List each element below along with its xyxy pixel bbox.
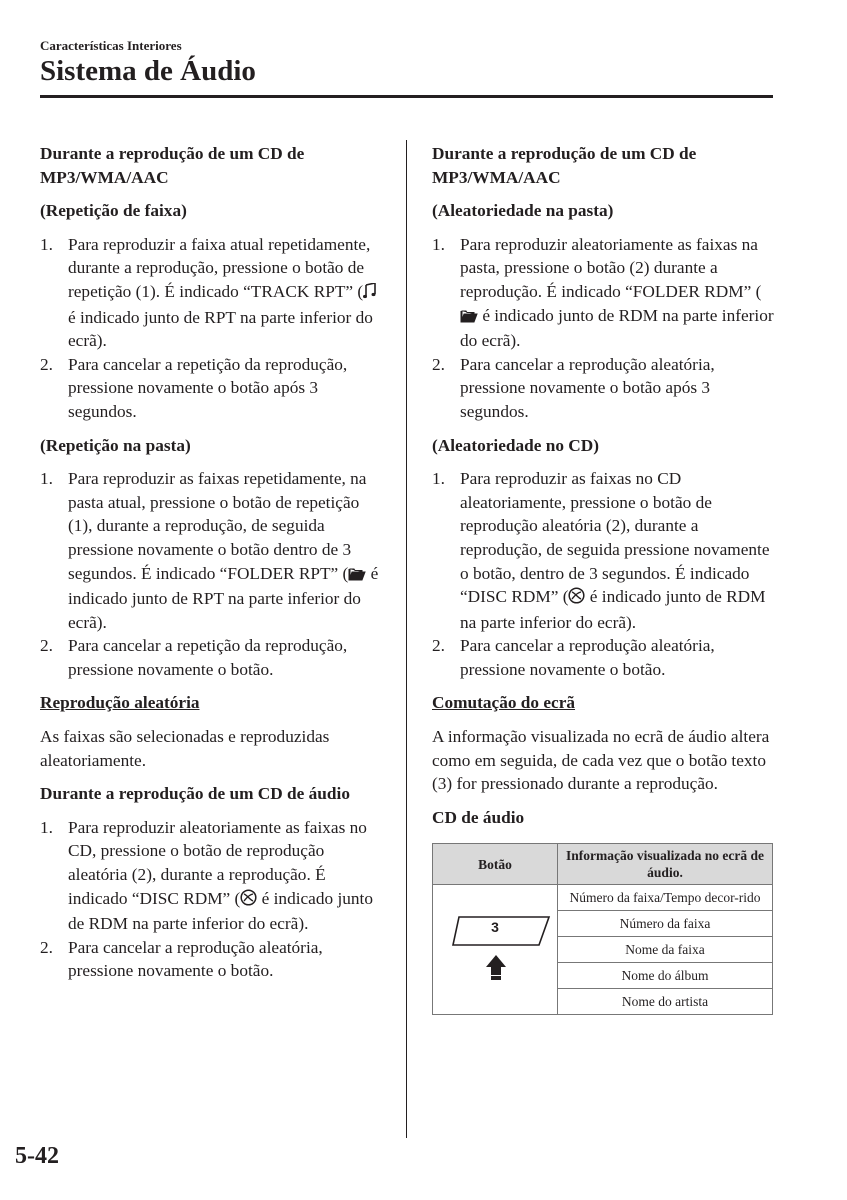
track-repeat-steps bbox=[40, 233, 385, 424]
step-text bbox=[68, 816, 385, 936]
random-intro: As faixas são selecionadas e reproduzidas aleatoriamente. bbox=[40, 727, 330, 770]
step-number: 1. bbox=[432, 234, 445, 254]
random-heading: Reprodução aleatória bbox=[40, 693, 200, 713]
step-text-part: Para reproduzir as faixas repetidamente, na pasta atual, pressione o botão de repetição (1), durante a reprodução, de seguida pressione novamente o botão dentro de 3 segundos. É indicado “FOLDER RPT” ( bbox=[68, 469, 367, 583]
folder-repeat-steps bbox=[40, 467, 385, 681]
cd-random-steps bbox=[432, 467, 777, 681]
list-item bbox=[432, 233, 777, 353]
folder-random-steps bbox=[432, 233, 777, 424]
list-item bbox=[432, 467, 777, 634]
step-number: 1. bbox=[40, 469, 53, 489]
list-item bbox=[40, 353, 385, 424]
button-number-label: 3 bbox=[491, 918, 499, 935]
right-column bbox=[432, 142, 777, 1015]
page-title: Sistema de Áudio bbox=[40, 55, 256, 87]
step-text: Para cancelar a repetição da reprodução, pressione novamente o botão após 3 segundos. bbox=[68, 354, 348, 421]
header-rule bbox=[40, 95, 773, 98]
table-header-row bbox=[433, 844, 773, 885]
step-text bbox=[68, 233, 385, 353]
folder-icon bbox=[348, 564, 366, 588]
step-text bbox=[460, 233, 777, 353]
step-text-part: é indicado junto de RPT na parte inferior do ecrã). bbox=[68, 563, 379, 632]
step-text: Para cancelar a repetição da reprodução, pressione novamente o botão. bbox=[68, 636, 348, 679]
step-text bbox=[460, 467, 777, 634]
step-text-part: é indicado junto de RDM na parte inferior do ecrã). bbox=[68, 888, 373, 934]
column-header-button: Botão bbox=[433, 844, 558, 885]
step-text-part: Para reproduzir aleatoriamente as faixas na pasta, pressione o botão (2) durante a reprodução. É indicado “FOLDER RDM” ( bbox=[460, 234, 762, 301]
step-text-part: Para reproduzir as faixas no CD aleatoriamente, pressione o botão de reprodução aleatória (2), durante a reprodução, de seguida pressione novamente o botão, dentro de 3 segundos. É indicado “DISC RDM” ( bbox=[460, 469, 770, 607]
left-column bbox=[40, 142, 385, 993]
mp3-heading: Durante a reprodução de um CD de MP3/WMA/AAC bbox=[40, 144, 305, 187]
step-text: Para cancelar a reprodução aleatória, pressione novamente o botão. bbox=[68, 937, 323, 981]
folder-random-heading: (Aleatoriedade na pasta) bbox=[432, 201, 614, 221]
column-header-info: Informação visualizada no ecrã de áudio. bbox=[558, 844, 773, 885]
table-row bbox=[433, 885, 773, 911]
button-cell bbox=[433, 885, 558, 1015]
display-switch-heading: Comutação do ecrã bbox=[432, 693, 576, 713]
audio-cd-steps bbox=[40, 816, 385, 983]
audio-cd-heading: Durante a reprodução de um CD de áudio bbox=[40, 784, 350, 804]
column-divider bbox=[406, 140, 407, 1138]
page-number: 5-42 bbox=[15, 1143, 59, 1169]
display-info-table bbox=[432, 843, 773, 1015]
step-text-part: é indicado junto de RDM na parte inferior do ecrã). bbox=[460, 587, 766, 632]
section-label: Características Interiores bbox=[40, 38, 182, 53]
table-cell: Número da faixa/Tempo decor-rido bbox=[558, 885, 773, 911]
disc-random-icon bbox=[568, 587, 585, 611]
table-cell: Nome do artista bbox=[558, 989, 773, 1015]
step-text bbox=[68, 467, 385, 634]
step-number: 2. bbox=[432, 636, 445, 656]
list-item bbox=[40, 634, 385, 681]
step-number: 1. bbox=[432, 469, 445, 489]
step-text-part: é indicado junto de RPT na parte inferior do ecrã). bbox=[68, 307, 373, 351]
step-text-part: Para reproduzir a faixa atual repetidamente, durante a reprodução, pressione o botão de repetição (1). É indicado “TRACK RPT” ( bbox=[68, 234, 371, 301]
list-item bbox=[432, 353, 777, 424]
step-number: 1. bbox=[40, 234, 53, 254]
list-item bbox=[40, 467, 385, 634]
step-number: 2. bbox=[40, 937, 53, 957]
step-text: Para cancelar a reprodução aleatória, pressione novamente o botão após 3 segundos. bbox=[460, 354, 715, 421]
list-item bbox=[40, 816, 385, 936]
step-text-part: é indicado junto de RDM na parte inferior do ecrã). bbox=[460, 305, 774, 351]
list-item bbox=[40, 233, 385, 353]
step-number: 2. bbox=[432, 354, 445, 374]
table-cell: Nome da faixa bbox=[558, 937, 773, 963]
music-note-icon bbox=[363, 282, 376, 306]
folder-repeat-heading: (Repetição na pasta) bbox=[40, 435, 191, 455]
cd-audio-heading: CD de áudio bbox=[432, 807, 525, 827]
step-text-part: Para reproduzir aleatoriamente as faixas no CD, pressione o botão de reprodução aleatória (2), durante a reprodução. É indicado “DISC RDM” ( bbox=[68, 817, 367, 908]
step-number: 1. bbox=[40, 817, 53, 837]
display-switch-intro: A informação visualizada no ecrã de áudio altera como em seguida, de cada vez que o botão texto (3) for pressionado durante a reprodução. bbox=[432, 727, 770, 794]
cd-random-heading: (Aleatoriedade no CD) bbox=[432, 435, 600, 455]
step-text: Para cancelar a reprodução aleatória, pressione novamente o botão. bbox=[460, 636, 715, 679]
step-number: 2. bbox=[40, 354, 53, 374]
table-cell: Nome do álbum bbox=[558, 963, 773, 989]
table-cell: Número da faixa bbox=[558, 911, 773, 937]
folder-icon bbox=[460, 306, 478, 330]
track-repeat-heading: (Repetição de faixa) bbox=[40, 201, 187, 221]
disc-random-icon bbox=[240, 889, 257, 913]
list-item bbox=[40, 936, 385, 983]
mp3-heading: Durante a reprodução de um CD de MP3/WMA/AAC bbox=[432, 144, 697, 187]
text-button-illustration bbox=[439, 915, 551, 985]
step-number: 2. bbox=[40, 636, 53, 656]
list-item bbox=[432, 634, 777, 681]
